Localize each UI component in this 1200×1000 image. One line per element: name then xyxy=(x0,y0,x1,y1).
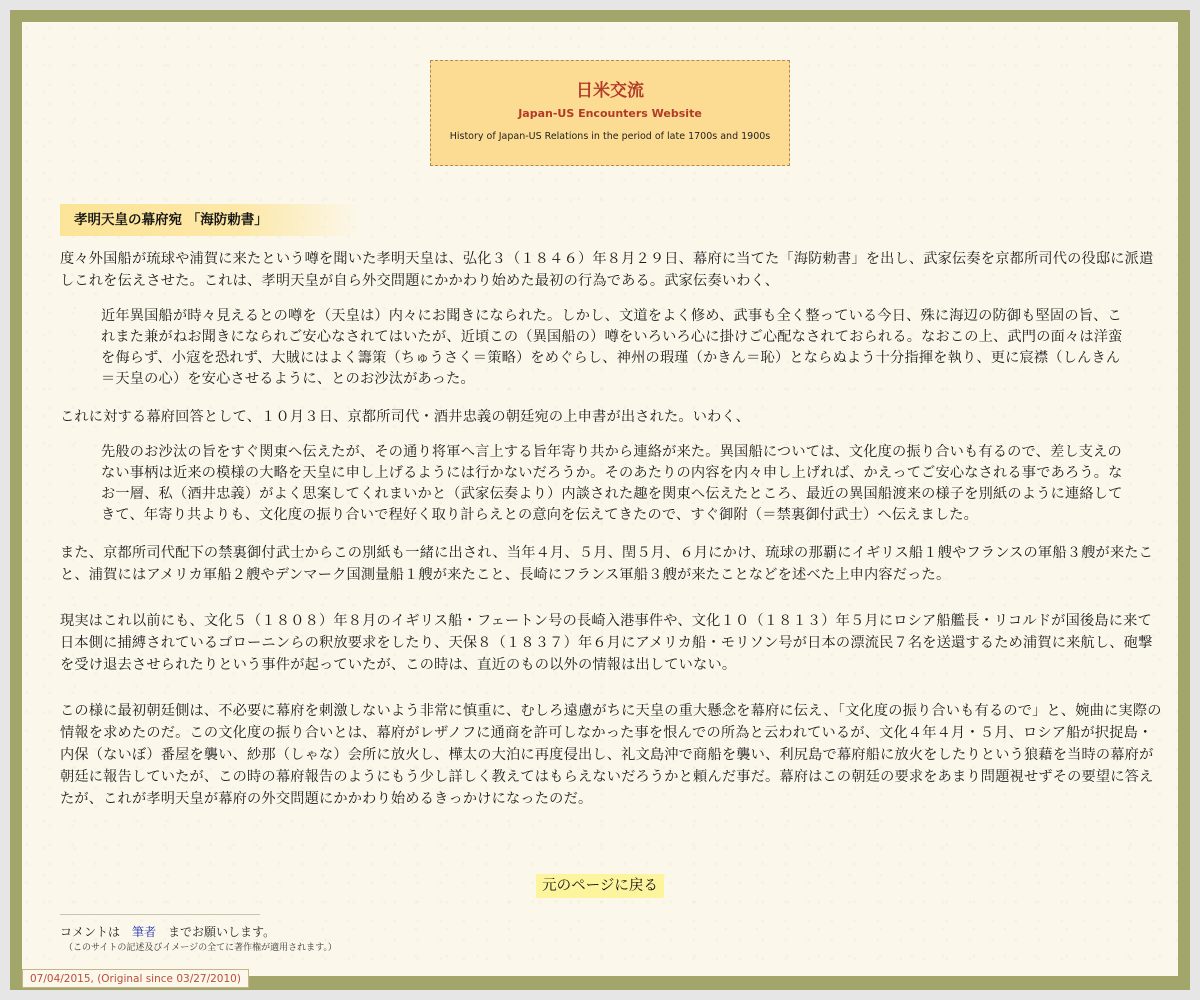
site-header-box xyxy=(430,60,790,166)
last-updated-date: 07/04/2015, (Original since 03/27/2010) xyxy=(22,969,249,988)
article-quote: 近年異国船が時々見えるとの噂を（天皇は）内々にお聞きになられた。しかし、文道をよく修め、武事も全く整っている今日、殊に海辺の防御も堅固の旨、これまた兼がねお聞きになられご安心なされてはいたが、近頃この（異国船の）噂をいろいろ心に掛けご心配なされておられる。なおこの上、武門の面々は洋蛮を侮らず、小寇を恐れず、大賊にはよく籌策（ちゅうさく＝策略）をめぐらし、神州の瑕瑾（かきん＝恥）とならぬよう十分指揮を執り、更に宸襟（しんきん＝天皇の心）を安心させるように、とのお沙汰があった。 xyxy=(101,308,1123,387)
back-to-previous-page-link[interactable]: 元のページに戻る xyxy=(536,874,664,898)
article-paragraph: 現実はこれ以前にも、文化５（１８０８）年８月のイギリス船・フェートン号の長崎入港事件や、文化１０（１８１３）年５月にロシア船艦長・リコルドが国後島に来て日本側に捕縛されているゴローニンらの釈放要求をしたり、天保８（１８３７）年６月にアメリカ船・モリソン号が日本の漂流民７名を送還するため浦賀に来航し、砲撃を受け退去させられたりという事件が起っていたが、この時は、直近のもの以外の情報は出していない。 xyxy=(60,613,1153,673)
article-quote: 先般のお沙汰の旨をすぐ関東へ伝えたが、その通り将軍へ言上する旨年寄り共から連絡が来た。異国船については、文化度の振り合いも有るので、差し支えのない事柄は近来の模様の大略を天皇に申し上げるようには行かないだろうか。そのあたりの内容を内々申し上げれば、かえってご安心なされる事であろう。なお一層、私（酒井忠義）がよく思案してくれまいかと（武家伝奏より）内談された趣を関東へ伝えたところ、最近の異国船渡来の様子を別紙のように連絡してきて、年寄り共よりも、文化度の振り合いで程好く取り計らえとの意向を伝えてきたので、すぐ御附（＝禁裏御付武士）へ伝えました。 xyxy=(101,444,1123,523)
site-title: 日米交流 xyxy=(576,81,644,101)
comment-prefix: コメントは xyxy=(60,925,121,939)
footer-comment xyxy=(60,924,275,940)
article-body xyxy=(60,248,1164,810)
copyright-notice: （このサイトの記述及びイメージの全てに著作権が適用されます。） xyxy=(64,943,337,953)
site-subtitle: Japan-US Encounters Website xyxy=(518,107,702,120)
site-description: History of Japan-US Relations in the period of late 1700s and 1900s xyxy=(449,131,771,142)
footer-divider xyxy=(60,914,260,915)
article-paragraph: 度々外国船が琉球や浦賀に来たという噂を聞いた孝明天皇は、弘化３（１８４６）年８月２９日、幕府に当てた「海防勅書」を出し、武家伝奏を京都所司代の役邸に派遣しこれを伝えさせた。これは、孝明天皇が自ら外交問題にかかわり始めた最初の行為である。武家伝奏いわく、 xyxy=(60,251,1154,289)
page-frame xyxy=(10,10,1190,990)
comment-suffix: までお願いします。 xyxy=(168,925,276,939)
article-paragraph: この様に最初朝廷側は、不必要に幕府を刺激しないよう非常に慎重に、むしろ遠慮がちに天皇の重大懸念を幕府に伝え、「文化度の振り合いも有るので」と、婉曲に実際の情報を求めたのだ。この文化度の振り合いとは、幕府がレザノフに通商を許可しなかった事を恨んでの所為と云われているが、文化４年４月・５月、ロシア船が択捉島・内保（ないぼ）番屋を襲い、紗那（しゃな）会所に放火し、樺太の大泊に再度侵出し、礼文島沖で商船を襲い、利尻島で幕府船に放火をしたりという狼藉を当時の幕府が朝廷に報告していたが、この時の幕府報告のようにもう少し詳しく教えてはもらえないだろうかと頼んだ事だ。幕府はこの朝廷の要求をあまり問題視せずその要望に答えたが、これが孝明天皇が幕府の外交問題にかかわり始めるきっかけになったのだ。 xyxy=(60,703,1162,807)
page-content-area xyxy=(22,22,1178,976)
author-link[interactable]: 筆者 xyxy=(132,925,157,939)
article-paragraph: これに対する幕府回答として、１０月３日、京都所司代・酒井忠義の朝廷宛の上申書が出された。いわく、 xyxy=(60,409,751,425)
article-paragraph: また、京都所司代配下の禁裏御付武士からこの別紙も一緒に出され、当年４月、５月、閏５月、６月にかけ、琉球の那覇にイギリス船１艘やフランスの軍船３艘が来たこと、浦賀にはアメリカ軍船２艘やデンマーク国測量船１艘が来たこと、長崎にフランス軍船３艘が来たことなどを述べた上申内容だった。 xyxy=(60,545,1154,583)
back-link-container xyxy=(22,874,1178,898)
section-heading: 孝明天皇の幕府宛 「海防勅書」 xyxy=(60,204,360,236)
